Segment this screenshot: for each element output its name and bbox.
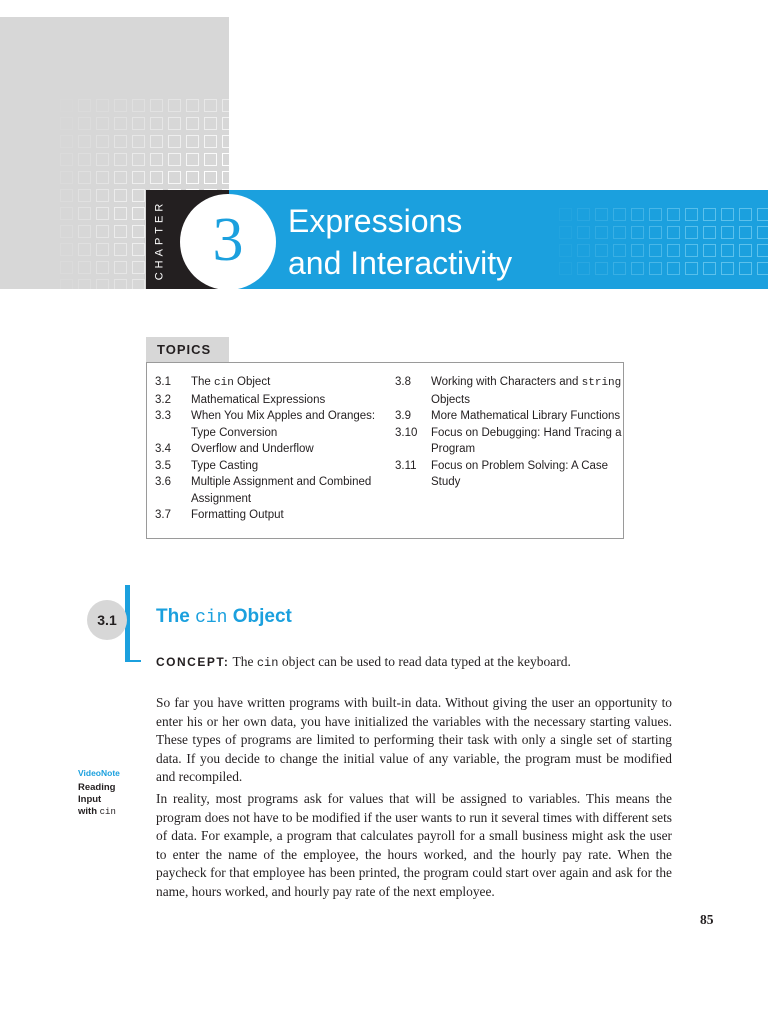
topic-item xyxy=(395,374,623,408)
pattern-square xyxy=(132,225,145,238)
pattern-square xyxy=(649,226,662,239)
pattern-square xyxy=(222,153,229,166)
chapter-title-line1: Expressions xyxy=(288,203,463,239)
pattern-square xyxy=(703,244,716,257)
pattern-square xyxy=(78,99,91,112)
topic-number: 3.2 xyxy=(155,393,171,406)
pattern-square xyxy=(132,153,145,166)
pattern-square xyxy=(132,261,145,274)
pattern-square xyxy=(60,117,73,130)
topic-text: Working with Characters and string Objects xyxy=(431,376,622,406)
topics-list-right xyxy=(395,374,623,491)
pattern-square xyxy=(649,262,662,275)
topic-text: Overflow and Underflow xyxy=(191,443,314,455)
chapter-label-text: CHAPTER xyxy=(153,199,165,280)
pattern-square xyxy=(60,99,73,112)
pattern-square xyxy=(649,208,662,221)
pattern-square xyxy=(96,99,109,112)
concept-statement: CONCEPT: The cin object can be used to read data typed at the keyboard. xyxy=(156,654,571,670)
topic-text: Formatting Output xyxy=(191,509,284,521)
pattern-square xyxy=(78,279,91,289)
pattern-square xyxy=(204,171,217,184)
pattern-square xyxy=(114,225,127,238)
topic-number: 3.9 xyxy=(395,410,411,422)
pattern-square xyxy=(78,117,91,130)
pattern-square xyxy=(703,226,716,239)
pattern-square xyxy=(168,171,181,184)
topic-item xyxy=(155,507,390,524)
pattern-square xyxy=(78,171,91,184)
pattern-square xyxy=(132,171,145,184)
pattern-square xyxy=(168,153,181,166)
pattern-square xyxy=(78,261,91,274)
pattern-square xyxy=(559,208,572,221)
pattern-square xyxy=(114,135,127,148)
pattern-square xyxy=(222,117,229,130)
pattern-square xyxy=(667,208,680,221)
pattern-square xyxy=(559,262,572,275)
video-note-link[interactable]: VideoNote xyxy=(78,768,120,778)
pattern-square xyxy=(757,262,768,275)
topic-number: 3.6 xyxy=(155,476,171,488)
pattern-square xyxy=(613,226,626,239)
pattern-square xyxy=(757,208,768,221)
pattern-square xyxy=(96,207,109,220)
topic-item xyxy=(155,408,390,441)
pattern-square xyxy=(60,135,73,148)
pattern-square xyxy=(150,153,163,166)
pattern-square xyxy=(703,262,716,275)
pattern-square xyxy=(60,225,73,238)
pattern-square xyxy=(685,262,698,275)
topic-number: 3.7 xyxy=(155,509,171,521)
pattern-square xyxy=(132,117,145,130)
pattern-square xyxy=(204,153,217,166)
topic-number: 3.3 xyxy=(155,410,171,422)
pattern-square xyxy=(703,208,716,221)
body-paragraph: So far you have written programs with built-in data. Without giving the user an opportunity to enter his or her own data, you have initialized the variables with the necessary starting values. These types of programs are limited to performing their task with only a single set of starting data. If you decide to change the initial value of any variable, the program must be modified and recompiled. xyxy=(156,695,672,785)
pattern-square xyxy=(667,244,680,257)
pattern-square xyxy=(96,153,109,166)
topic-number: 3.8 xyxy=(395,376,411,388)
pattern-square xyxy=(96,279,109,289)
pattern-square xyxy=(114,207,127,220)
topic-text: Focus on Debugging: Hand Tracing a Program xyxy=(431,426,622,455)
pattern-square xyxy=(577,244,590,257)
pattern-square xyxy=(739,244,752,257)
pattern-square xyxy=(60,153,73,166)
chapter-label xyxy=(146,190,172,289)
body-paragraph: In reality, most programs ask for values that will be assigned to variables. This means the program does not have to be modified if the user wants to run it several times with different sets of data. For example, a program that calculates payroll for a small business might ask the user to enter the name of the employee, the hours worked, and the hourly pay rate. When the paycheck for that employee has been printed, the program could start over again and ask for the name, hours worked, and hourly pay rate of the next employee. xyxy=(156,791,672,899)
pattern-square xyxy=(721,208,734,221)
pattern-square xyxy=(60,207,73,220)
pattern-square xyxy=(721,262,734,275)
pattern-square xyxy=(595,244,608,257)
topic-item xyxy=(155,474,390,507)
topic-number: 3.1 xyxy=(155,376,171,388)
pattern-square xyxy=(721,226,734,239)
pattern-square xyxy=(222,171,229,184)
chapter-title-line2: and Interactivity xyxy=(288,245,513,281)
topic-item xyxy=(155,392,390,409)
pattern-square xyxy=(757,226,768,239)
pattern-square xyxy=(114,189,127,202)
pattern-square xyxy=(577,226,590,239)
pattern-square xyxy=(60,243,73,256)
pattern-square xyxy=(577,262,590,275)
topic-text: Multiple Assignment and Combined Assignment xyxy=(191,476,372,505)
pattern-square xyxy=(96,171,109,184)
section-title: The cin Object xyxy=(156,606,292,628)
pattern-square xyxy=(631,244,644,257)
pattern-square xyxy=(559,226,572,239)
topic-item xyxy=(395,458,623,491)
pattern-square xyxy=(631,226,644,239)
pattern-square xyxy=(114,153,127,166)
pattern-square xyxy=(685,208,698,221)
topic-item xyxy=(395,408,623,425)
topic-item xyxy=(395,425,623,458)
pattern-square xyxy=(222,99,229,112)
pattern-square xyxy=(132,243,145,256)
topics-heading: TOPICS xyxy=(146,337,229,362)
pattern-square xyxy=(114,279,127,289)
pattern-square xyxy=(186,99,199,112)
pattern-square xyxy=(595,226,608,239)
video-note-title[interactable]: Reading Input with cin xyxy=(78,782,116,817)
pattern-square xyxy=(577,208,590,221)
pattern-square xyxy=(168,99,181,112)
topic-text: Mathematical Expressions xyxy=(191,393,326,406)
pattern-square xyxy=(78,225,91,238)
pattern-square xyxy=(168,117,181,130)
pattern-square xyxy=(150,117,163,130)
pattern-square xyxy=(114,99,127,112)
pattern-square xyxy=(60,189,73,202)
pattern-square xyxy=(60,261,73,274)
pattern-square xyxy=(114,171,127,184)
chapter-number-circle xyxy=(180,190,276,289)
pattern-square xyxy=(186,153,199,166)
pattern-square xyxy=(685,244,698,257)
pattern-square xyxy=(204,117,217,130)
pattern-square xyxy=(150,99,163,112)
pattern-square xyxy=(78,153,91,166)
pattern-square xyxy=(739,226,752,239)
pattern-square xyxy=(96,225,109,238)
topic-number: 3.5 xyxy=(155,459,171,472)
pattern-square xyxy=(667,262,680,275)
pattern-square xyxy=(595,262,608,275)
concept-code: cin xyxy=(256,656,279,670)
concept-label: CONCEPT: xyxy=(156,655,230,669)
pattern-square xyxy=(186,135,199,148)
pattern-square xyxy=(96,117,109,130)
pattern-square xyxy=(96,189,109,202)
pattern-square xyxy=(96,135,109,148)
pattern-square xyxy=(60,171,73,184)
pattern-square xyxy=(595,208,608,221)
pattern-square xyxy=(685,226,698,239)
topic-text: Type Casting xyxy=(191,459,259,472)
pattern-square xyxy=(114,117,127,130)
pattern-square xyxy=(739,208,752,221)
pattern-square xyxy=(204,99,217,112)
pattern-square xyxy=(114,243,127,256)
chapter-number: 3 xyxy=(212,206,244,274)
topic-text: The cin Object xyxy=(191,376,271,389)
pattern-square xyxy=(613,208,626,221)
pattern-square xyxy=(631,262,644,275)
topic-number: 3.10 xyxy=(395,426,418,439)
pattern-square xyxy=(613,244,626,257)
topic-text: More Mathematical Library Functions xyxy=(431,410,621,422)
pattern-square xyxy=(114,261,127,274)
pattern-square xyxy=(667,226,680,239)
pattern-square xyxy=(168,135,181,148)
topic-number: 3.11 xyxy=(395,459,417,472)
section-title-code: cin xyxy=(195,608,228,628)
page-number: 85 xyxy=(700,912,714,927)
section-marker-hook xyxy=(125,660,141,662)
pattern-square xyxy=(78,135,91,148)
pattern-square xyxy=(739,262,752,275)
pattern-square xyxy=(150,171,163,184)
pattern-square xyxy=(631,208,644,221)
pattern-square xyxy=(721,244,734,257)
pattern-square xyxy=(96,243,109,256)
topic-item xyxy=(155,374,390,392)
pattern-square xyxy=(132,207,145,220)
topic-number: 3.4 xyxy=(155,443,171,455)
pattern-square xyxy=(150,135,163,148)
pattern-square xyxy=(96,261,109,274)
pattern-square xyxy=(186,117,199,130)
topic-text: Focus on Problem Solving: A Case Study xyxy=(431,459,609,488)
topic-item xyxy=(155,441,390,458)
pattern-square xyxy=(757,244,768,257)
pattern-square xyxy=(559,244,572,257)
pattern-square xyxy=(132,189,145,202)
pattern-square xyxy=(132,279,145,289)
pattern-square xyxy=(78,207,91,220)
section-number-badge: 3.1 xyxy=(87,600,127,640)
topics-list-left xyxy=(155,374,390,524)
pattern-square xyxy=(132,99,145,112)
pattern-square xyxy=(132,135,145,148)
pattern-square xyxy=(613,262,626,275)
topic-item xyxy=(155,458,390,475)
pattern-square xyxy=(222,135,229,148)
pattern-square xyxy=(78,243,91,256)
topic-text: When You Mix Apples and Oranges: Type Conversion xyxy=(191,410,376,439)
pattern-square xyxy=(60,279,73,289)
chapter-title xyxy=(288,200,512,284)
pattern-square xyxy=(186,171,199,184)
pattern-square xyxy=(649,244,662,257)
pattern-square xyxy=(204,135,217,148)
pattern-square xyxy=(78,189,91,202)
